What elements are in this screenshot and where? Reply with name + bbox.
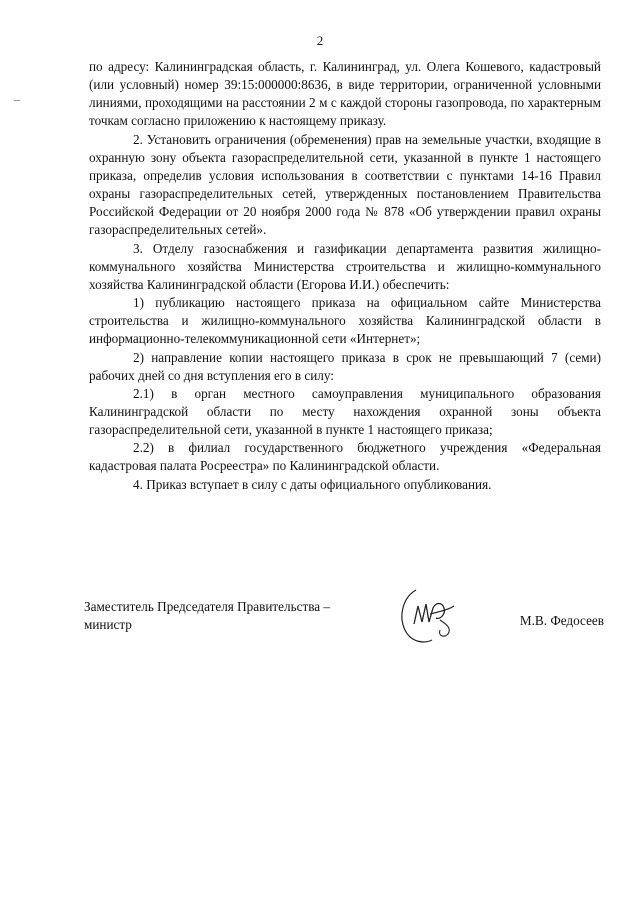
handwritten-signature [396,584,460,646]
signer-position: Заместитель Председателя Правительства – министр [84,599,331,632]
margin-mark [14,100,20,101]
paragraph-subitem-2: 2) направление копии настоящего приказа в срок не превышающий 7 (семи) рабочих дней со дня вступления его в силу: [89,349,601,383]
paragraph-item-3: 3. Отделу газоснабжения и газификации департамента развития жилищно-коммунального хозяйства Министерства строительства и жилищно-коммунального хозяйства Калининградской области (Егорова И.И.) обеспечить: [89,240,601,292]
paragraph-subitem-1: 1) публикацию настоящего приказа на официальном сайте Министерства строительства и жилищно-коммунального хозяйства Калининградской области в информационно-телекоммуникационной сети «Интернет»; [89,295,601,347]
paragraph-subitem-2-2: 2.2) в филиал государственного бюджетного учреждения «Федеральная кадастровая палата Росреестра» по Калининградской области. [89,440,601,474]
paragraph-subitem-2-1: 2.1) в орган местного самоуправления муниципального образования Калининградской области по месту нахождения охранной зоны объекта газораспределительной сети, указанной в пункте 1 настоящего приказа; [89,385,601,438]
page-number: 2 [316,33,324,48]
paragraph-address: по адресу: Калининградская область, г. Калининград, ул. Олега Кошевого, кадастровый (или условный) номер 39:15:000000:8636, в виде территории, ограниченной условными линиями, проходящими на расстоянии 2 м с каждой стороны газопровода, по характерным точкам согласно приложению к настоящему приказу. [89,59,601,129]
paragraph-item-4: 4. Приказ вступает в силу с даты официального опубликования. [133,476,492,492]
document-body [89,58,601,494]
signature-block [84,598,604,658]
paragraph-item-2: 2. Установить ограничения (обременения) прав на земельные участки, входящие в охранную зону объекта газораспределительной сети, указанной в пункте 1 настоящего приказа, определив условия использования в соответствии с пунктами 14-16 Правил охраны газораспределительных сетей, утвержденных постановлением Правительства Российской Федерации от 20 ноября 2000 года № 878 «Об утверждении правил охраны газораспределительных сетей». [89,131,601,238]
signer-name: М.В. Федосеев [519,613,604,628]
